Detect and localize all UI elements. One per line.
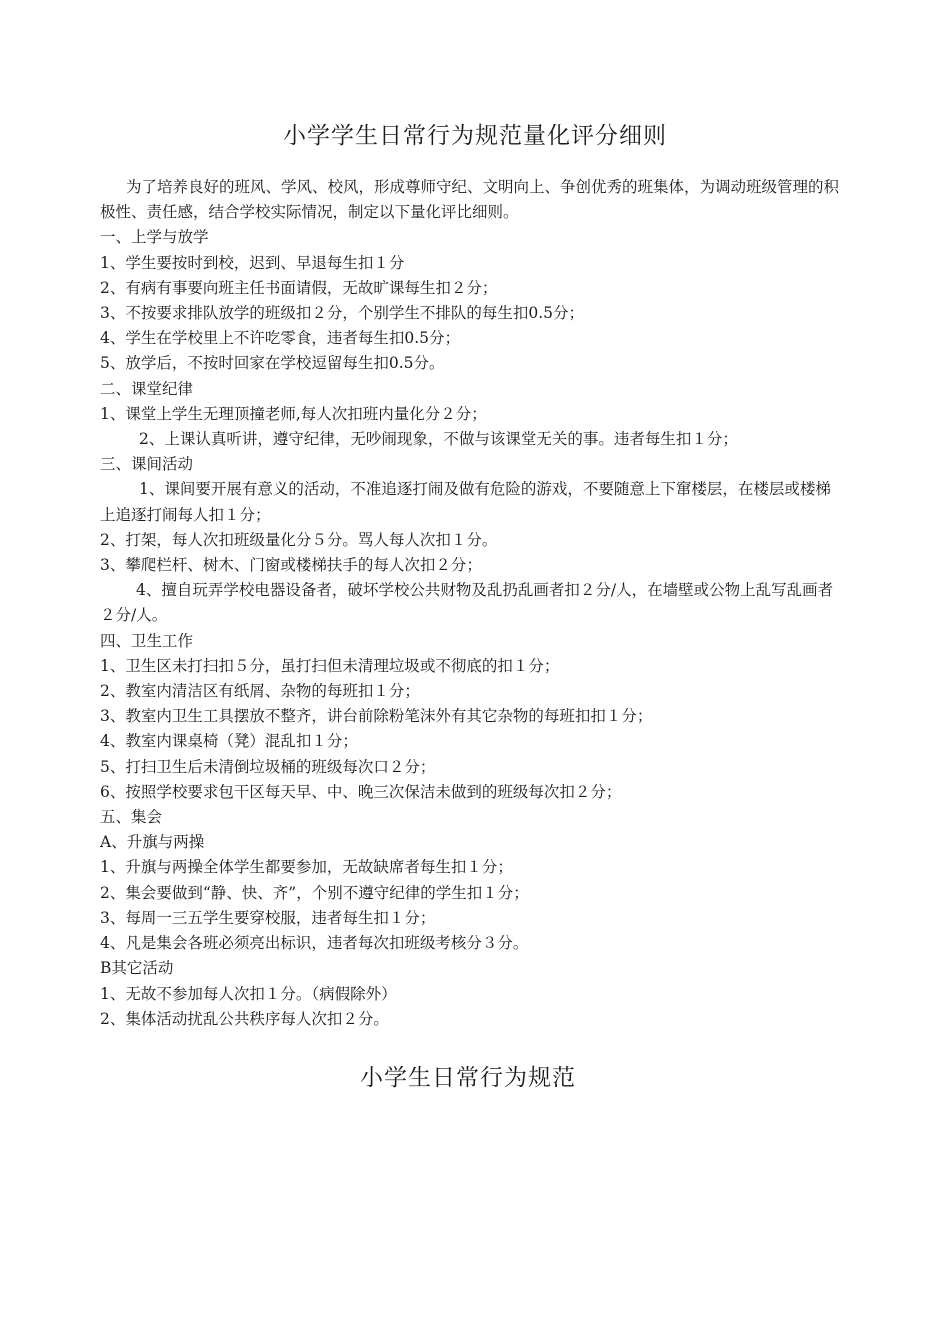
list-item: 4、学生在学校里上不许吃零食，违者每生扣0.5分； [100,329,461,348]
list-item: 3、不按要求排队放学的班级扣２分，个别学生不排队的每生扣0.5分； [100,304,585,323]
list-item: 5、打扫卫生后未清倒垃圾桶的班级每次口２分； [100,757,436,776]
list-item: 1、升旗与两操全体学生都要参加，无故缺席者每生扣１分； [100,858,513,877]
section-heading-2: 二、课堂纪律 [100,379,194,398]
list-item: 3、每周一三五学生要穿校服，违者每生扣１分； [100,908,436,927]
list-item: 2、打架，每人次扣班级量化分５分。骂人每人次扣１分。 [100,530,498,549]
section-heading-1: 一、上学与放学 [100,228,209,247]
list-item: 1、课间要开展有意义的活动，不准追逐打闹及做有危险的游戏，不要随意上下窜楼层，在楼层或楼梯上追逐打闹每人扣１分； [100,480,831,524]
second-document-title: 小学生日常行为规范 [360,1065,576,1091]
intro-paragraph: 为了培养良好的班风、学风、校风，形成尊师守纪、文明向上、争创优秀的班集体，为调动班级管理的积极性、责任感，结合学校实际情况，制定以下量化评比细则。 [100,178,840,222]
list-item: 5、放学后，不按时回家在学校逗留每生扣0.5分。 [100,354,445,373]
list-item: 2、集体活动扰乱公共秩序每人次扣２分。 [100,1009,389,1028]
document-body [100,175,840,1032]
list-item: 3、攀爬栏杆、树木、门窗或楼梯扶手的每人次扣２分； [100,556,482,575]
list-item: 2、有病有事要向班主任书面请假，无故旷课每生扣２分； [100,278,498,297]
list-item: 4、凡是集会各班必须亮出标识，违者每次扣班级考核分３分。 [100,934,529,953]
list-item: 2、教室内清洁区有纸屑、杂物的每班扣１分； [100,682,420,701]
section-heading-3: 三、课间活动 [100,455,194,474]
list-item: 4、擅自玩弄学校电器设备者，破坏学校公共财物及乱扔乱画者扣２分/人，在墙壁或公物上乱写乱画者２分/人。 [100,581,834,625]
subsection-heading-a: A、升旗与两操 [100,833,205,852]
list-item: 1、课堂上学生无理顶撞老师,每人次扣班内量化分２分； [100,404,487,423]
document-title: 小学学生日常行为规范量化评分细则 [283,123,667,149]
section-heading-5: 五、集会 [100,808,163,827]
list-item: 3、教室内卫生工具摆放不整齐，讲台前除粉笔沫外有其它杂物的每班扣扣１分； [100,707,653,726]
list-item: 1、学生要按时到校，迟到、早退每生扣１分 [100,253,405,272]
list-item: 2、上课认真听讲，遵守纪律，无吵闹现象，不做与该课堂无关的事。违者每生扣１分； [139,430,738,449]
list-item: 4、教室内课桌椅（凳）混乱扣１分； [100,732,358,751]
list-item: 2、集会要做到“静、快、齐”，个别不遵守纪律的学生扣１分； [100,883,529,902]
list-item: 6、按照学校要求包干区每天早、中、晚三次保洁未做到的班级每次扣２分； [100,782,622,801]
list-item: 1、无故不参加每人次扣１分。（病假除外） [100,984,397,1003]
subsection-heading-b: B其它活动 [100,959,174,978]
section-heading-4: 四、卫生工作 [100,631,194,650]
list-item: 1、卫生区未打扫扣５分，虽打扫但未清理垃圾或不彻底的扣１分； [100,656,560,675]
